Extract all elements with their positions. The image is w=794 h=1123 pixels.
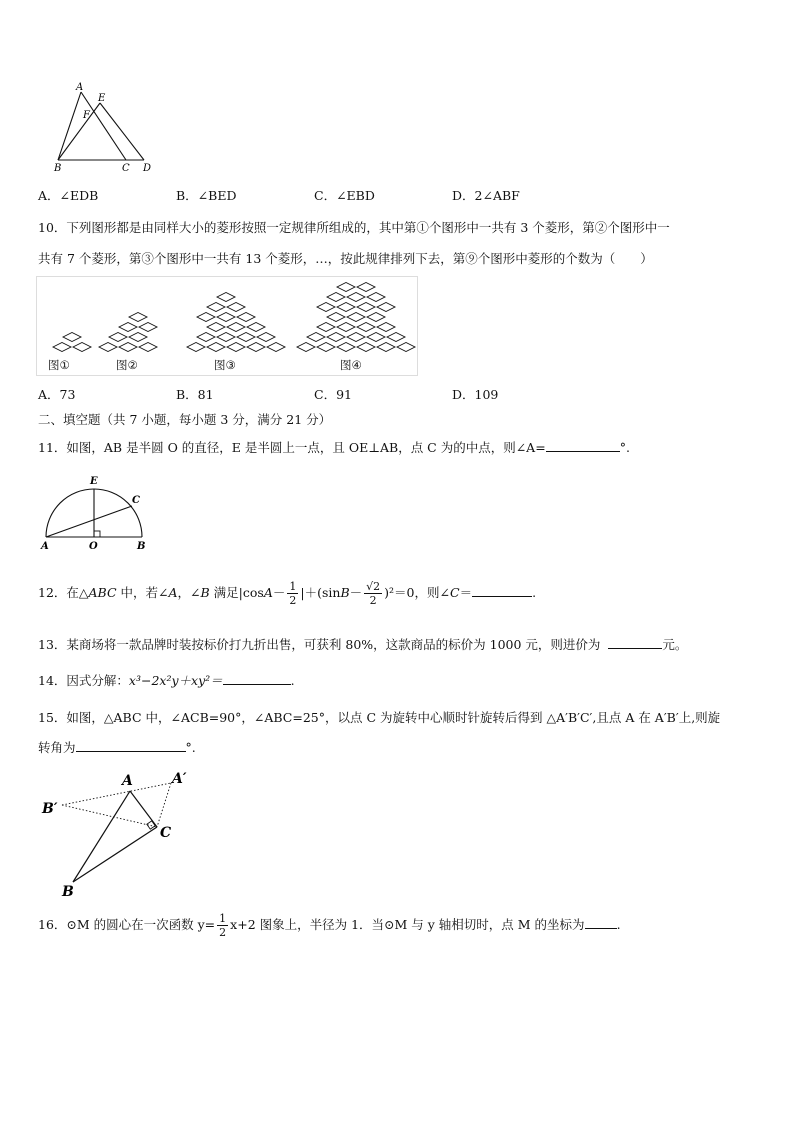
- rhombus-shape: [227, 343, 245, 352]
- rhombus-shape: [109, 333, 127, 342]
- q9-label-d: D: [143, 163, 152, 174]
- rhombus-shape: [377, 303, 395, 312]
- q12-mid: 中，若∠: [116, 585, 169, 600]
- rhombus-shape: [357, 323, 375, 332]
- q12-minus1: －: [272, 585, 286, 600]
- rhombus-shape: [337, 303, 355, 312]
- q16-tail: .: [616, 917, 621, 932]
- q12-comma: ，∠: [177, 585, 201, 600]
- q11-answer-blank[interactable]: [546, 439, 620, 452]
- q12-pre: 12．在: [38, 585, 79, 600]
- q11-label-b: B: [137, 541, 146, 552]
- q9-label-f: F: [83, 110, 90, 121]
- q15-label-a: A: [122, 773, 133, 789]
- q11-label-o: O: [89, 541, 98, 552]
- rhombus-shape: [197, 313, 215, 322]
- q10-line2: 共有 7 个菱形，第③个图形中一共有 13 个菱形，…，按此规律排列下去，第⑨个图形中菱形的个数为（ ）: [38, 251, 653, 266]
- q12-triangle: △ABC: [78, 585, 117, 600]
- q10-option-b: B．81: [176, 387, 214, 402]
- q10-line1: 10．下列图形都是由同样大小的菱形按照一定规律所组成的，其中第①个图形中一共有 3 个菱形，第②个图形中一: [38, 220, 670, 235]
- rhombus-shape: [337, 323, 355, 332]
- q13-tail: 元。: [662, 637, 688, 652]
- rhombus-shape: [327, 293, 345, 302]
- q11-tail: °.: [619, 440, 630, 455]
- q11-label-c: C: [132, 495, 140, 506]
- rhombus-shape: [207, 323, 225, 332]
- rhombus-shape: [337, 343, 355, 352]
- rhombus-shape: [119, 343, 137, 352]
- rhombus-shape: [187, 343, 205, 352]
- rhombus-shape: [139, 323, 157, 332]
- q14-expression: x³−2x²y＋xy²＝: [128, 673, 223, 688]
- rhombus-shape: [327, 333, 345, 342]
- q10-caption-4: 图④: [340, 358, 362, 372]
- q13-text: [38, 635, 687, 653]
- q12-fraction-half: [287, 580, 298, 607]
- q15-line2-text: 转角为: [38, 740, 76, 755]
- q12-cond: 满足|cos: [209, 585, 264, 600]
- rhombus-shape: [357, 283, 375, 292]
- rhombus-shape: [347, 313, 365, 322]
- rhombus-shape: [297, 343, 315, 352]
- q12-tail: .: [532, 585, 537, 600]
- q12-a2: A: [263, 585, 273, 600]
- q14-tail: .: [290, 673, 295, 688]
- rhombus-shape: [347, 333, 365, 342]
- q13-stem: 13．某商场将一款品牌时装按标价打九折出售，可获利 80%，这款商品的标价为 1000 元，则进价为: [38, 637, 601, 652]
- q9-option-a: A．∠EDB: [38, 188, 99, 203]
- rhombus-shape: [367, 313, 385, 322]
- rhombus-shape: [337, 283, 355, 292]
- rhombus-shape: [119, 323, 137, 332]
- rhombus-shape: [99, 343, 117, 352]
- q10-caption-2: 图②: [116, 358, 138, 372]
- rhombus-shape: [247, 343, 265, 352]
- rhombus-shape: [267, 343, 285, 352]
- q12-frac2-num: √2: [366, 580, 381, 593]
- q11-stem: 11．如图，AB 是半圆 O 的直径，E 是半圆上一点，且 OE⊥AB，点 C 为的中点，则∠A=: [38, 440, 546, 455]
- rhombus-shape: [317, 343, 335, 352]
- q9-option-b: B．∠BED: [176, 188, 237, 203]
- rhombus-shape: [227, 303, 245, 312]
- q10-option-c: C．91: [314, 387, 352, 402]
- rhombus-shape: [317, 303, 335, 312]
- q12-minus2: －: [349, 585, 363, 600]
- q16-fraction-half: [217, 912, 228, 939]
- rhombus-shape: [347, 293, 365, 302]
- q15-line1: 15．如图，△ABC 中，∠ACB=90°，∠ABC=25°，以点 C 为旋转中心顺时针旋转后得到 △A′B′C′,且点 A 在 A′B′上,则旋: [38, 710, 721, 725]
- q15-tail: °.: [185, 740, 196, 755]
- rhombus-shape: [367, 333, 385, 342]
- q12-frac2-den: 2: [369, 594, 377, 607]
- q11-label-a: A: [41, 541, 49, 552]
- rhombus-shape: [217, 333, 235, 342]
- q16-post: x+2 图象上，半径为 1．当⊙M 与 y 轴相切时，点 M 的坐标为: [230, 917, 585, 932]
- rhombus-shape: [237, 313, 255, 322]
- rhombus-shape: [227, 323, 245, 332]
- rhombus-shape: [367, 293, 385, 302]
- rhombus-shape: [397, 343, 415, 352]
- q10-caption-1: 图①: [48, 358, 70, 372]
- q11-text: [38, 438, 630, 456]
- rhombus-shape: [307, 333, 325, 342]
- q15-label-b: B: [62, 884, 74, 900]
- rhombus-shape: [377, 343, 395, 352]
- q16-frac-den: 2: [219, 926, 227, 939]
- q10-option-d: D．109: [452, 387, 499, 402]
- q12-after: )²＝0，则∠: [384, 585, 450, 600]
- q16-frac-num: 1: [219, 912, 227, 925]
- rhombus-shape: [387, 333, 405, 342]
- q16-pre: 16．⊙M 的圆心在一次函数 y=: [38, 917, 216, 932]
- rhombus-shape: [139, 343, 157, 352]
- q13-answer-blank[interactable]: [608, 636, 662, 649]
- rhombus-shape: [357, 343, 375, 352]
- rhombus-shape: [63, 333, 81, 342]
- q16-answer-blank[interactable]: [585, 916, 617, 929]
- q16-text: [38, 912, 621, 939]
- q9-label-b: B: [54, 163, 62, 174]
- rhombus-shape: [207, 303, 225, 312]
- rhombus-shape: [357, 303, 375, 312]
- q12-abs-close: |＋(sin: [300, 585, 341, 600]
- rhombus-shape: [129, 313, 147, 322]
- q12-angle-b: B: [200, 585, 210, 600]
- rhombus-shape: [197, 333, 215, 342]
- rhombus-shape: [53, 343, 71, 352]
- q10-option-a: A．73: [38, 387, 76, 402]
- rhombus-shape: [247, 323, 265, 332]
- q11-semicircle-figure: [36, 472, 156, 552]
- q15-label-a-prime: A′: [172, 771, 187, 787]
- rhombus-shape: [73, 343, 91, 352]
- q12-answer-blank[interactable]: [472, 584, 532, 597]
- q12-frac1-num: 1: [289, 580, 297, 593]
- q11-label-e: E: [90, 476, 98, 487]
- q9-option-c: C．∠EBD: [314, 188, 375, 203]
- q14-pre: 14．因式分解：: [38, 673, 129, 688]
- rhombus-shape: [217, 313, 235, 322]
- rhombus-shape: [217, 293, 235, 302]
- q12-fraction-root2: [364, 580, 382, 607]
- q9-label-e: E: [98, 93, 106, 104]
- q14-answer-blank[interactable]: [223, 672, 291, 685]
- rhombus-shape: [129, 333, 147, 342]
- q12-frac1-den: 2: [289, 594, 297, 607]
- q9-option-d: D．2∠ABF: [452, 188, 520, 203]
- q12-b2: B: [340, 585, 350, 600]
- q12-angle-c: C: [449, 585, 460, 600]
- rhombus-shape: [207, 343, 225, 352]
- q15-rotation-figure: [40, 765, 190, 900]
- q15-label-b-prime: B′: [42, 801, 58, 817]
- rhombus-shape: [237, 333, 255, 342]
- q9-triangle-figure: [48, 80, 158, 175]
- q12-text: [38, 580, 536, 607]
- q15-label-c: C: [160, 825, 172, 841]
- q12-angle-a: A: [168, 585, 178, 600]
- q10-caption-3: 图③: [214, 358, 236, 372]
- rhombus-shape: [317, 323, 335, 332]
- q9-label-a: A: [76, 82, 84, 93]
- section-fill-in-heading: 二、填空题（共 7 小题，每小题 3 分，满分 21 分）: [38, 412, 332, 427]
- q14-text: [38, 671, 295, 689]
- rhombus-shape: [327, 313, 345, 322]
- q9-label-c: C: [122, 163, 130, 174]
- q15-line2: [38, 738, 196, 756]
- q15-answer-blank[interactable]: [76, 739, 186, 752]
- rhombus-shape: [257, 333, 275, 342]
- rhombus-shape: [377, 323, 395, 332]
- q12-eq: ＝: [459, 585, 473, 600]
